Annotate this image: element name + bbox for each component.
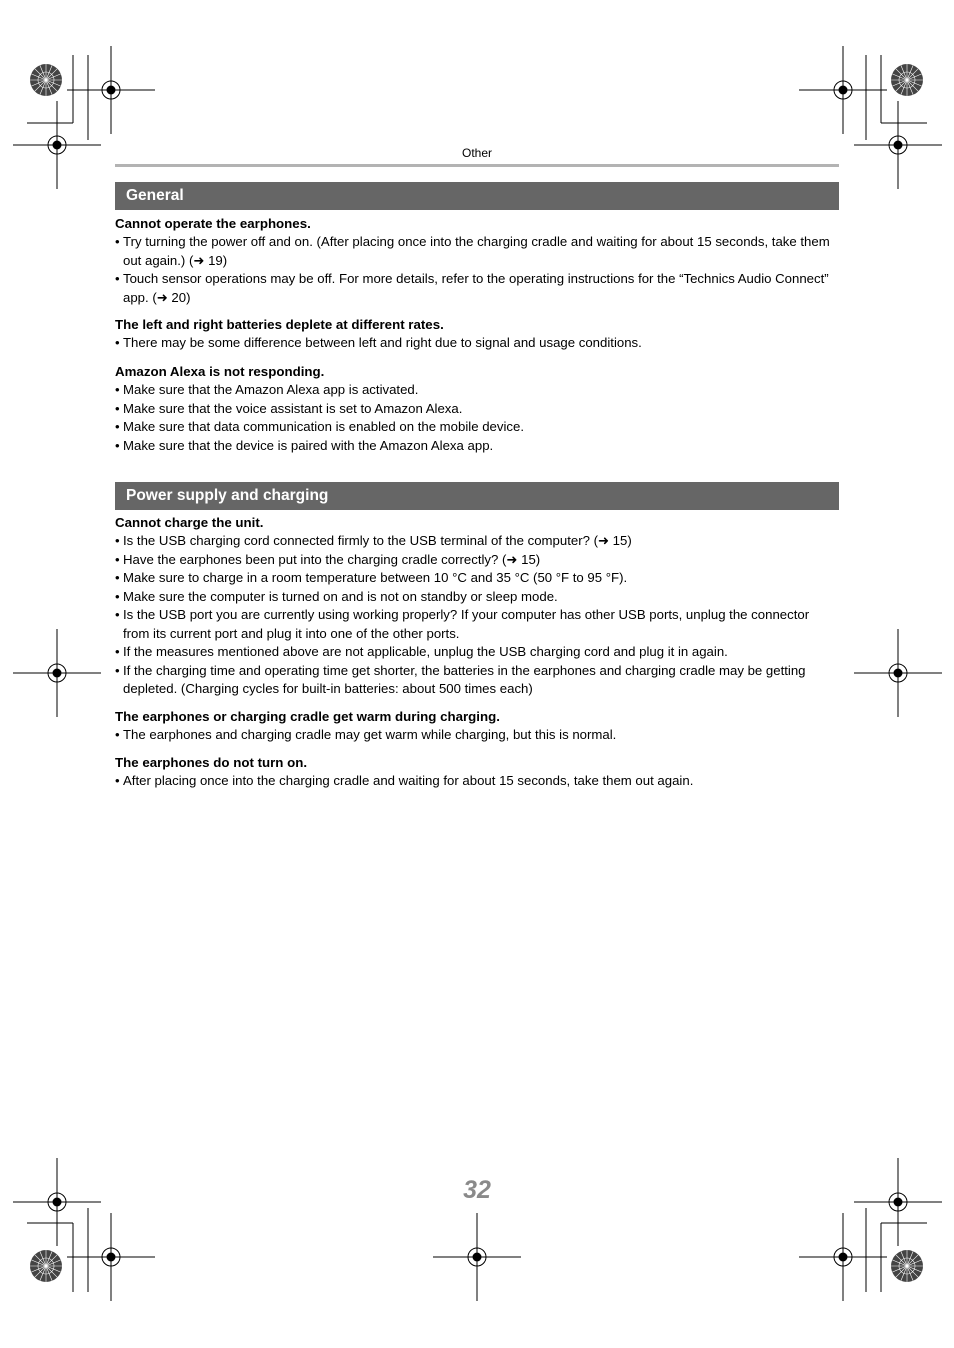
header-rule	[115, 164, 839, 167]
faq-bullets	[115, 381, 839, 455]
faq-bullets	[115, 532, 839, 699]
page-number: 32	[463, 1176, 491, 1204]
starburst-mark	[891, 1250, 923, 1282]
faq-item	[115, 708, 839, 745]
faq-bullets	[115, 334, 839, 353]
faq-bullets	[115, 726, 839, 745]
faq-bullet: • Touch sensor operations may be off. For more details, refer to the operating instructions for the “Technics Audio Connect” app. (➜ 20)	[115, 270, 839, 307]
faq-bullet: • Make sure that the voice assistant is set to Amazon Alexa.	[115, 400, 839, 419]
faq-heading: The left and right batteries deplete at different rates.	[115, 317, 444, 332]
faq-bullet: • Have the earphones been put into the charging cradle correctly? (➜ 15)	[115, 551, 839, 570]
registration-mark	[799, 1213, 887, 1301]
faq-bullet: • Make sure that the Amazon Alexa app is activated.	[115, 381, 839, 400]
faq-item	[115, 514, 839, 699]
faq-heading: Amazon Alexa is not responding.	[115, 364, 325, 379]
faq-item	[115, 316, 839, 353]
faq-bullet: • Make sure that the device is paired with the Amazon Alexa app.	[115, 437, 839, 456]
faq-bullet: • Is the USB port you are currently using working properly? If your computer has other USB ports, unplug the connector from its current port and plug it into one of the other ports.	[115, 606, 839, 643]
faq-bullet: • If the measures mentioned above are not applicable, unplug the USB charging cord and plug it in again.	[115, 643, 839, 662]
section-title-general: General	[115, 182, 839, 210]
registration-mark	[854, 101, 942, 189]
faq-item	[115, 363, 839, 455]
faq-heading: The earphones or charging cradle get warm during charging.	[115, 709, 500, 724]
registration-mark	[799, 46, 887, 134]
running-header: Other	[461, 146, 492, 160]
faq-bullet: • After placing once into the charging cradle and waiting for about 15 seconds, take them out again.	[115, 772, 839, 791]
faq-heading: Cannot operate the earphones.	[115, 216, 311, 231]
faq-bullet: • The earphones and charging cradle may get warm while charging, but this is normal.	[115, 726, 839, 745]
faq-bullet: • Make sure to charge in a room temperature between 10 °C and 35 °C (50 °F to 95 °F).	[115, 569, 839, 588]
registration-mark	[67, 1213, 155, 1301]
starburst-mark	[891, 64, 923, 96]
registration-mark	[433, 1213, 521, 1301]
registration-mark	[13, 629, 101, 717]
faq-bullets	[115, 772, 839, 791]
starburst-mark	[30, 64, 62, 96]
faq-bullet: • There may be some difference between left and right due to signal and usage conditions.	[115, 334, 839, 353]
faq-item	[115, 215, 839, 307]
starburst-mark	[30, 1250, 62, 1282]
section-title-power-supply: Power supply and charging	[115, 482, 839, 510]
faq-item	[115, 754, 839, 791]
faq-bullet: • Make sure the computer is turned on and is not on standby or sleep mode.	[115, 588, 839, 607]
faq-bullet: • Is the USB charging cord connected firmly to the USB terminal of the computer? (➜ 15)	[115, 532, 839, 551]
faq-heading: The earphones do not turn on.	[115, 755, 308, 770]
faq-bullet: • Make sure that data communication is enabled on the mobile device.	[115, 418, 839, 437]
faq-bullet: • If the charging time and operating time get shorter, the batteries in the earphones and charging cradle may be getting depleted. (Charging cycles for built-in batteries: about 500 times each)	[115, 662, 839, 699]
faq-bullet: • Try turning the power off and on. (After placing once into the charging cradle and waiting for about 15 seconds, take them out again.) (➜ 19)	[115, 233, 839, 270]
registration-mark	[854, 629, 942, 717]
faq-heading: Cannot charge the unit.	[115, 515, 264, 530]
faq-bullets	[115, 233, 839, 307]
registration-mark	[67, 46, 155, 134]
